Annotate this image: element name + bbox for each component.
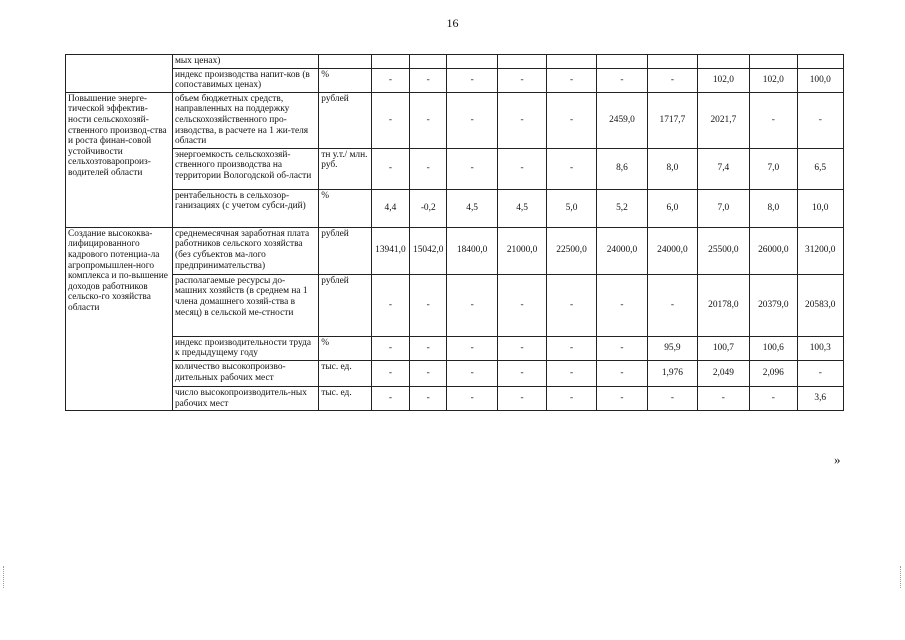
value-cell: - [371,386,409,410]
value-cell: - [596,386,647,410]
value-cell: - [497,274,546,336]
value-cell [697,55,749,69]
value-cell: - [447,386,497,410]
value-cell: - [596,274,647,336]
table-row [66,227,844,274]
value-cell: - [547,148,596,189]
value-cell: - [497,360,546,386]
unit-cell [319,55,371,69]
value-cell: - [497,92,546,148]
value-cell: 2459,0 [596,92,647,148]
indicator-cell: среднемесячная заработная плата работников сельского хозяйства (без субъектов ма-лого предпринимательства) [172,227,318,274]
value-cell: 7,0 [750,148,797,189]
value-cell: 1717,7 [648,92,697,148]
value-cell: - [371,274,409,336]
value-cell: - [410,360,447,386]
value-cell: - [371,148,409,189]
value-cell: - [750,386,797,410]
right-edge-mark [900,566,902,588]
value-cell: - [447,336,497,360]
value-cell: - [648,68,697,92]
indicator-cell: число высокопроизводитель-ных рабочих мест [172,386,318,410]
value-cell: 100,0 [797,68,843,92]
value-cell: 24000,0 [648,227,697,274]
value-cell: - [447,274,497,336]
value-cell: - [447,68,497,92]
value-cell: - [371,336,409,360]
value-cell [410,55,447,69]
value-cell: 2,049 [697,360,749,386]
value-cell: 6,5 [797,148,843,189]
value-cell: 6,0 [648,189,697,227]
value-cell: - [497,336,546,360]
value-cell: 13941,0 [371,227,409,274]
value-cell: 8,0 [750,189,797,227]
value-cell: 15042,0 [410,227,447,274]
value-cell: - [547,336,596,360]
value-cell: - [410,92,447,148]
value-cell: - [547,274,596,336]
value-cell: - [547,68,596,92]
unit-cell: % [319,336,371,360]
goal-cell [66,55,173,93]
value-cell: 3,6 [797,386,843,410]
table-row [66,274,844,336]
value-cell: - [447,148,497,189]
value-cell [750,55,797,69]
unit-cell: тыс. ед. [319,360,371,386]
table-row [66,336,844,360]
unit-cell: тыс. ед. [319,386,371,410]
value-cell: 5,0 [547,189,596,227]
value-cell: 31200,0 [797,227,843,274]
table-row [66,92,844,148]
value-cell: 22500,0 [547,227,596,274]
value-cell: 4,4 [371,189,409,227]
value-cell: 10,0 [797,189,843,227]
indicator-cell: рентабельность в сельхозор-ганизациях (с учетом субси-дий) [172,189,318,227]
value-cell: - [750,92,797,148]
value-cell: 95,9 [648,336,697,360]
value-cell: - [596,336,647,360]
value-cell: 2021,7 [697,92,749,148]
value-cell: 100,6 [750,336,797,360]
value-cell: - [596,68,647,92]
value-cell: - [447,360,497,386]
value-cell: 5,2 [596,189,647,227]
value-cell [648,55,697,69]
value-cell: - [371,68,409,92]
value-cell: 25500,0 [697,227,749,274]
value-cell: - [410,386,447,410]
value-cell: 24000,0 [596,227,647,274]
table-row [66,148,844,189]
unit-cell: тн у.т./ млн. руб. [319,148,371,189]
value-cell: 1,976 [648,360,697,386]
value-cell: 21000,0 [497,227,546,274]
indicators-table [65,54,844,411]
table-row [66,55,844,69]
unit-cell: % [319,68,371,92]
value-cell: - [371,360,409,386]
value-cell: 18400,0 [447,227,497,274]
value-cell [371,55,409,69]
value-cell: 4,5 [497,189,546,227]
value-cell: - [497,148,546,189]
value-cell: - [410,274,447,336]
value-cell: - [547,386,596,410]
closing-quote: » [834,452,841,467]
value-cell: - [547,360,596,386]
value-cell: 20583,0 [797,274,843,336]
indicator-cell: мых ценах) [172,55,318,69]
value-cell: - [547,92,596,148]
value-cell [547,55,596,69]
value-cell: - [410,148,447,189]
table-row [66,189,844,227]
value-cell: 8,0 [648,148,697,189]
table-row [66,360,844,386]
value-cell: - [447,92,497,148]
value-cell: 100,7 [697,336,749,360]
unit-cell: рублей [319,227,371,274]
value-cell: - [797,92,843,148]
value-cell: 102,0 [697,68,749,92]
value-cell: - [371,92,409,148]
indicator-cell: объем бюджетных средств, направленных на поддержку сельскохозяйственного про-изводства, в расчете на 1 жи-теля области [172,92,318,148]
value-cell: -0,2 [410,189,447,227]
value-cell: - [410,336,447,360]
unit-cell: % [319,189,371,227]
value-cell: 20379,0 [750,274,797,336]
table-body [66,55,844,411]
unit-cell: рублей [319,92,371,148]
value-cell: 102,0 [750,68,797,92]
value-cell: 4,5 [447,189,497,227]
value-cell: - [497,386,546,410]
value-cell: 100,3 [797,336,843,360]
value-cell [596,55,647,69]
value-cell [797,55,843,69]
unit-cell: рублей [319,274,371,336]
value-cell: - [797,360,843,386]
value-cell: 8,6 [596,148,647,189]
indicator-cell: количество высокопроизво-дительных рабочих мест [172,360,318,386]
value-cell: 20178,0 [697,274,749,336]
value-cell [497,55,546,69]
value-cell: - [648,274,697,336]
left-edge-mark [3,566,5,588]
value-cell: 7,4 [697,148,749,189]
value-cell: 2,096 [750,360,797,386]
indicator-cell: энергоемкость сельскохозяй-ственного производства на территории Вологодской об-ласти [172,148,318,189]
page-number: 16 [446,16,459,30]
value-cell: - [497,68,546,92]
value-cell: - [648,386,697,410]
value-cell: 26000,0 [750,227,797,274]
value-cell: - [697,386,749,410]
value-cell: - [410,68,447,92]
indicator-cell: располагаемые ресурсы до-машних хозяйств (в среднем на 1 члена домашнего хозяй-ства в месяц) в сельской ме-стности [172,274,318,336]
value-cell [447,55,497,69]
indicator-cell: индекс производительности труда к предыдущему году [172,336,318,360]
goal-cell: Создание высококва-лифицированного кадрового потенциа-ла агропромышлен-ного комплекса и по-вышение доходов работников сельско-го хозяйства области [66,227,173,410]
indicator-cell: индекс производства напит-ков (в сопоставимых ценах) [172,68,318,92]
value-cell: - [596,360,647,386]
value-cell: 7,0 [697,189,749,227]
table-row [66,68,844,92]
goal-cell: Повышение энерге-тической эффектив-ности сельскохозяй-ственного производ-ства и роста финан-совой устойчивости сельхозтоваропроиз-водителей области [66,92,173,227]
table-row [66,386,844,410]
